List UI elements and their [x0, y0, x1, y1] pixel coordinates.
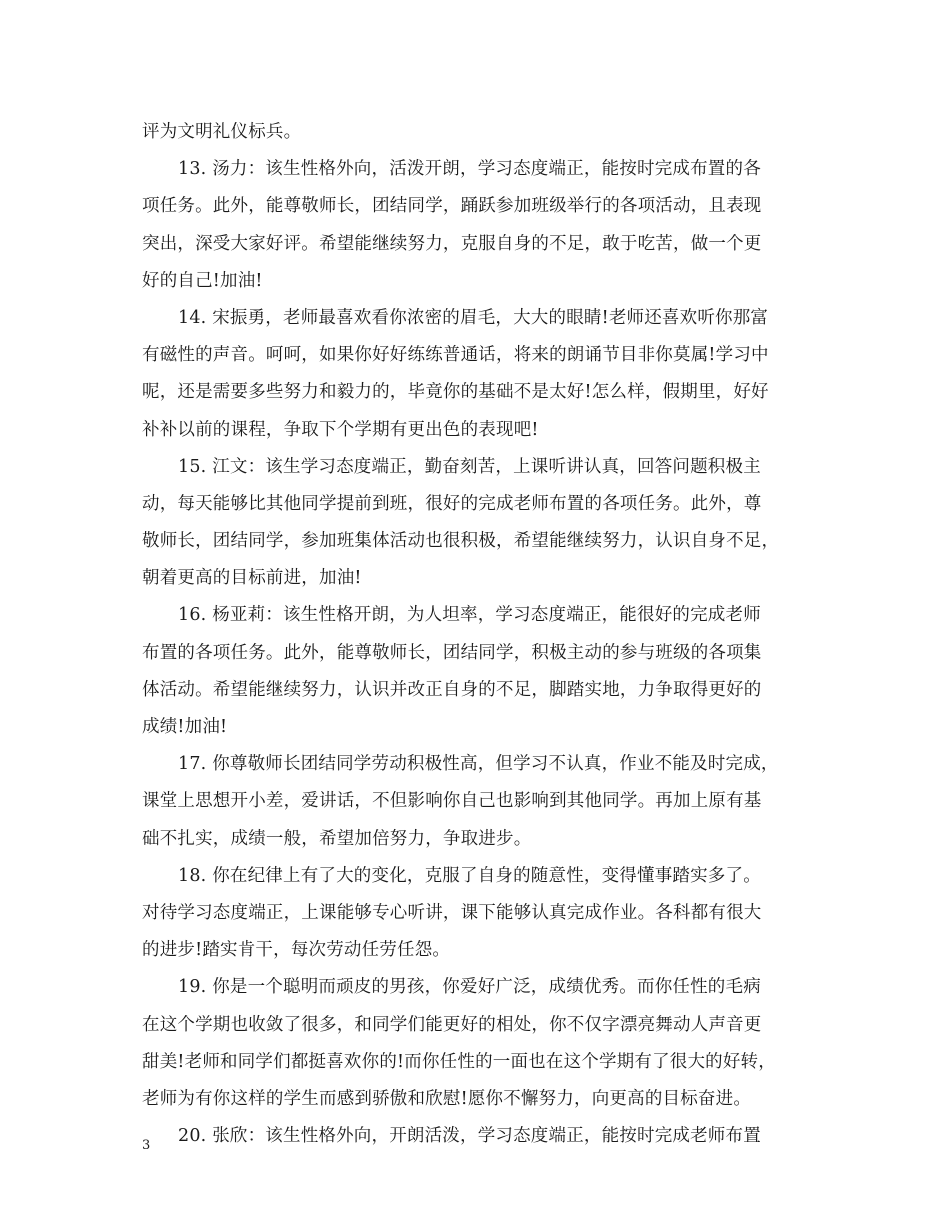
text-line: 19. 你是一个聪明而顽皮的男孩，你爱好广泛，成绩优秀。而你任性的毛病 [178, 977, 761, 998]
text-line: 成绩!加油! [142, 717, 228, 737]
text-line: 对待学习态度端正，上课能够专心听讲，课下能够认真完成作业。各科都有很大 [142, 902, 762, 923]
text-line: 评为文明礼仪标兵。 [142, 122, 302, 142]
text-line: 呢，还是需要多些努力和毅力的，毕竟你的基础不是太好!怎么样，假期里，好好 [142, 382, 769, 403]
text-line: 在这个学期也收敛了很多，和同学们能更好的相处，你不仅字漂亮舞动人声音更 [142, 1014, 762, 1035]
text-line: 14. 宋振勇，老师最喜欢看你浓密的眉毛，大大的眼睛!老师还喜欢听你那富 [178, 307, 769, 328]
text-line: 敬师长，团结同学，参加班集体活动也很积极，希望能继续努力，认识自身不足， [142, 531, 780, 552]
text-line: 布置的各项任务。此外，能尊敬师长，团结同学，积极主动的参与班级的各项集 [142, 642, 762, 663]
text-line: 有磁性的声音。呵呵，如果你好好练练普通话，将来的朗诵节目非你莫属!学习中 [142, 345, 769, 366]
text-line: 的进步!踏实肯干，每次劳动任劳任怨。 [142, 940, 451, 961]
text-line: 甜美!老师和同学们都挺喜欢你的!而你任性的一面也在这个学期有了很大的好转， [142, 1051, 776, 1072]
text-line: 课堂上思想开小差，爱讲话，不但影响你自己也影响到其他同学。再加上原有基 [142, 791, 762, 812]
text-line: 好的自己!加油! [142, 270, 263, 291]
text-line: 16. 杨亚莉：该生性格开朗，为人坦率，学习态度端正，能很好的完成老师 [178, 605, 761, 626]
document-body [142, 114, 822, 1155]
text-line: 20. 张欣：该生性格外向，开朗活泼，学习态度端正，能按时完成老师布置 [178, 1126, 761, 1147]
text-line: 15. 江文：该生学习态度端正，勤奋刻苦，上课听讲认真，回答问题积极主 [178, 456, 761, 477]
text-line: 17. 你尊敬师长团结同学劳动积极性高，但学习不认真，作业不能及时完成， [178, 754, 779, 775]
text-line: 项任务。此外，能尊敬师长，团结同学，踊跃参加班级举行的各项活动，且表现 [142, 196, 762, 217]
text-line: 础不扎实，成绩一般，希望加倍努力，争取进步。 [142, 828, 532, 849]
text-line: 18. 你在纪律上有了大的变化，克服了自身的随意性，变得懂事踏实多了。 [178, 865, 761, 886]
text-line: 老师为有你这样的学生而感到骄傲和欣慰!愿你不懈努力，向更高的目标奋进。 [142, 1088, 752, 1109]
page-number: 3 [142, 1138, 151, 1153]
text-line: 补补以前的课程，争取下个学期有更出色的表现吧! [142, 419, 539, 440]
text-line: 突出，深受大家好评。希望能继续努力，克服自身的不足，敢于吃苦，做一个更 [142, 233, 762, 254]
text-line: 动，每天能够比其他同学提前到班，很好的完成老师布置的各项任务。此外，尊 [142, 493, 762, 514]
text-line: 13. 汤力：该生性格外向，活泼开朗，学习态度端正，能按时完成布置的各 [178, 159, 761, 180]
text-line: 朝着更高的目标前进，加油! [142, 568, 362, 589]
text-line: 体活动。希望能继续努力，认识并改正自身的不足，脚踏实地，力争取得更好的 [142, 679, 762, 700]
